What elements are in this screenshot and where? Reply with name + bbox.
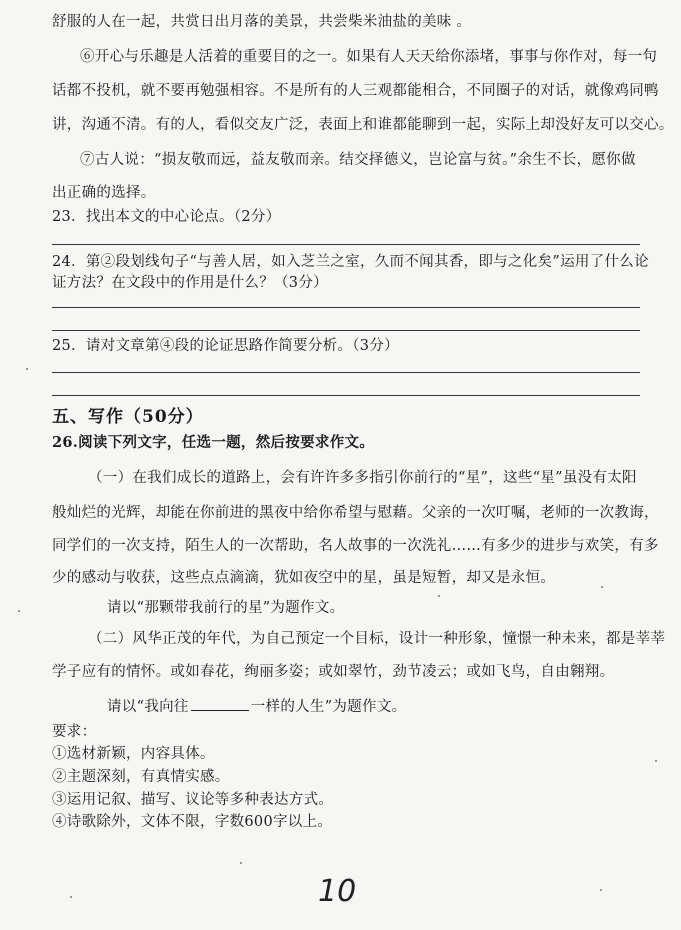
answer-line (52, 307, 640, 308)
question-24-line-2: 证方法？在文段中的作用是什么？（3分） (52, 275, 328, 291)
option-1-line-2: 般灿烂的光辉，却能在你前进的黑夜中给你希望与慰藉。父亲的一次叮嘱，老师的一次教诲， (52, 505, 659, 521)
question-26: 26.阅读下列文字，任选一题，然后按要求作文。 (52, 434, 375, 451)
scan-speck (600, 889, 602, 891)
scan-speck (438, 595, 440, 597)
requirements-title: 要求： (52, 724, 97, 740)
requirement-3: ③运用记叙、描写、议论等多种表达方式。 (52, 792, 334, 808)
scan-speck (18, 610, 20, 612)
scan-speck (601, 586, 603, 588)
answer-line (52, 372, 640, 373)
scan-speck (70, 896, 72, 898)
requirement-1: ①选材新颖，内容具体。 (52, 746, 215, 762)
paragraph-7-line-2: 出正确的选择。 (52, 185, 156, 201)
scan-speck (655, 760, 657, 762)
option-1-prompt: 请以“那颗带我前行的星”为题作文。 (107, 600, 345, 616)
option-2-line-2: 学子应有的情怀。或如春花，绚丽多姿；或如翠竹，劲节凌云；或如飞鸟，自由翱翔。 (52, 664, 615, 680)
passage-line: 舒服的人在一起，共赏日出月落的美景，共尝柴米油盐的美味 。 (52, 14, 472, 30)
answer-line (52, 395, 640, 396)
paragraph-6-line-3: 讲，沟通不清。有的人，看似交友广泛，表面上和谁都能聊到一起，实际上却没好友可以交心。 (52, 117, 674, 133)
page-number: 10 (318, 874, 357, 909)
option-2-line-1: （二）风华正茂的年代，为自己预定一个目标，设计一种形象，憧憬一种未来，都是莘莘 (88, 631, 666, 647)
option-2-prompt-end: 一样的人生”为题作文。 (250, 699, 407, 715)
section-title: 五、写作（50分） (52, 407, 204, 427)
option-1-line-4: 少的感动与收获，这些点点滴滴，犹如夜空中的星，虽是短暂，却又是永恒。 (52, 570, 556, 586)
question-24-line-1: 24．第②段划线句子“与善人居，如入芝兰之室，久而不闻其香，即与之化矣”运用了什么论 (52, 254, 649, 270)
requirement-4: ④诗歌除外，文体不限，字数600字以上。 (52, 814, 333, 830)
answer-line (52, 244, 640, 245)
fill-in-blank (191, 696, 249, 711)
paragraph-6-line-2: 话都不投机，就不要再勉强相容。不是所有的人三观都能相合，不同圈子的对话，就像鸡同鸭 (52, 83, 659, 99)
answer-line (52, 330, 640, 331)
option-1-line-3: 同学们的一次支持，陌生人的一次帮助，名人故事的一次洗礼……有多少的进步与欢笑，有多 (52, 538, 659, 554)
scan-speck (240, 862, 242, 864)
paragraph-7-line-1: ⑦古人说：“损友敬而远，益友敬而亲。结交择德义，岂论富与贫。”余生不长，愿你做 (80, 152, 636, 168)
scan-speck (26, 368, 28, 370)
paragraph-6-line-1: ⑥开心与乐趣是人活着的重要目的之一。如果有人天天给你添堵，事事与你作对，每一句 (80, 49, 658, 65)
question-23: 23．找出本文的中心论点。（2分） (52, 209, 281, 225)
option-1-line-1: （一）在我们成长的道路上，会有许许多多指引你前行的“星”，这些“星”虽没有太阳 (88, 470, 637, 486)
option-2-prompt (107, 696, 406, 717)
requirement-2: ②主题深刻，有真情实感。 (52, 769, 230, 785)
question-25: 25．请对文章第④段的论证思路作简要分析。（3分） (52, 338, 399, 354)
option-2-prompt-start: 请以“我向往 (107, 699, 189, 715)
